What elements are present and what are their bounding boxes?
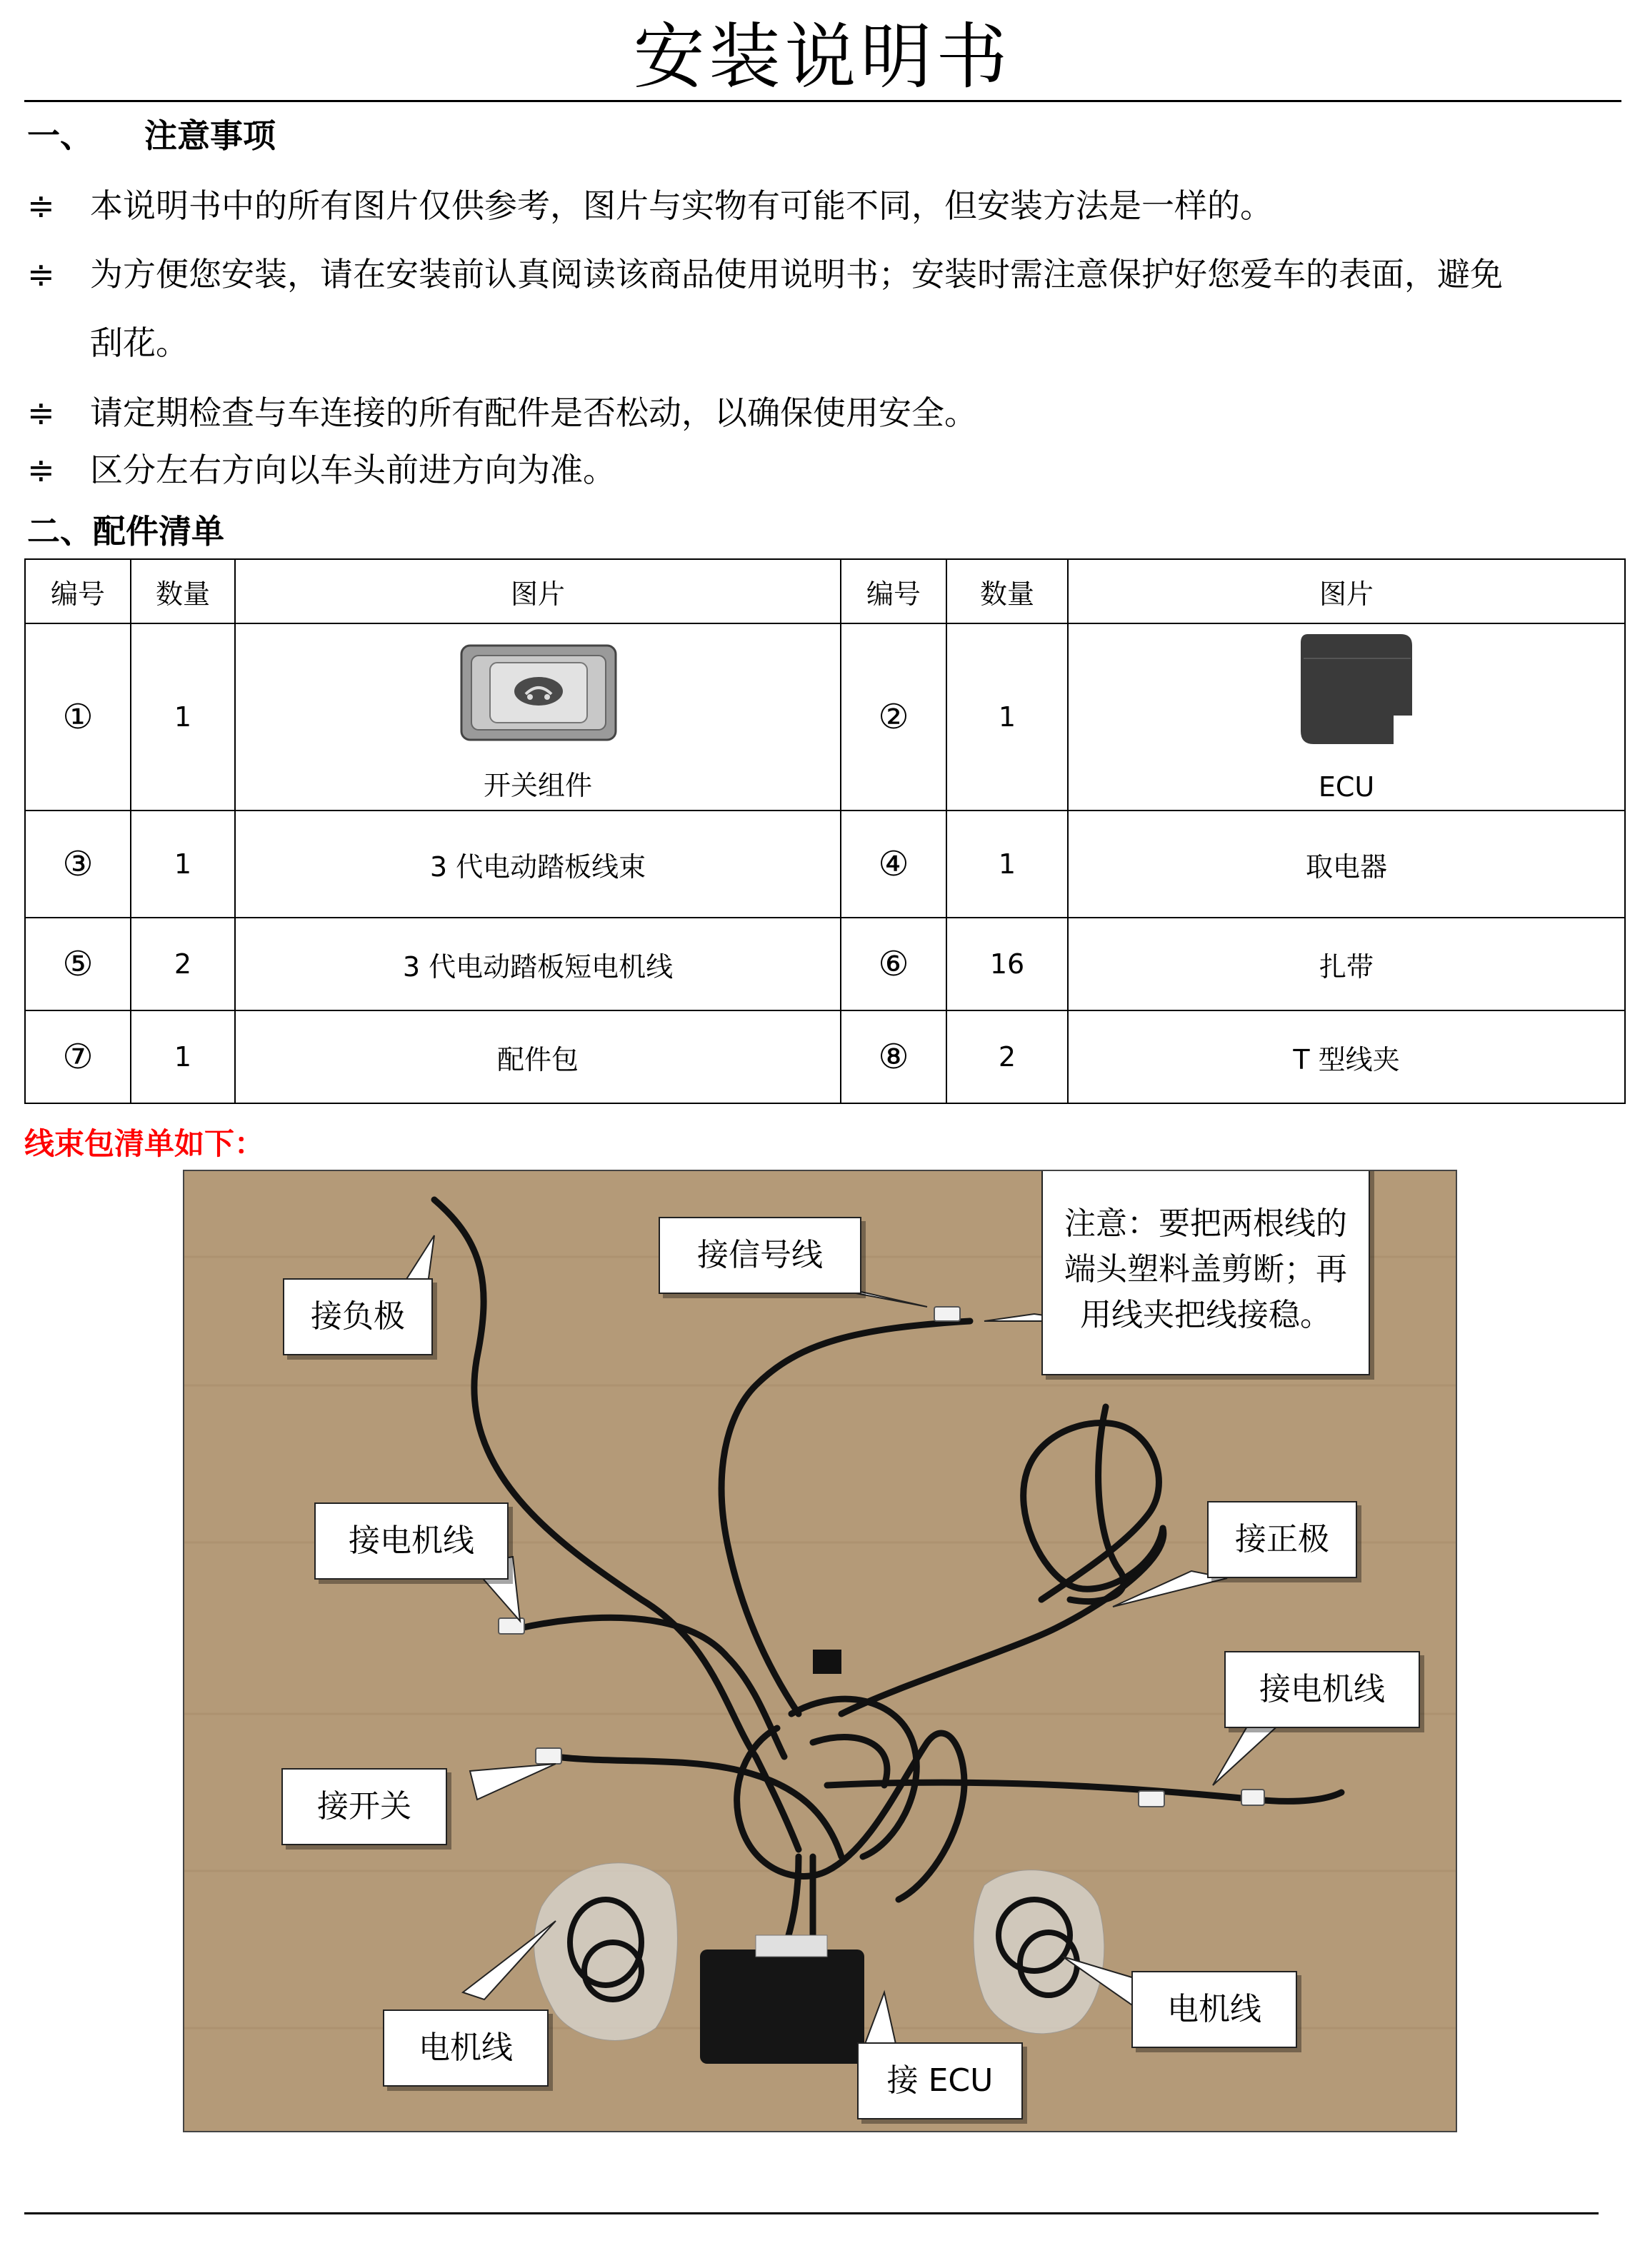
callout-motor-bag-right: 电机线 [1131,1971,1297,2048]
table-header-row [25,559,1625,623]
item-number: ⑥ [841,918,946,1010]
item-number: ④ [841,811,946,918]
item-name: 配件包 [235,1010,841,1103]
section1-heading-text: 注意事项 [144,116,276,155]
note-text: 为方便您安装，请在安装前认真阅读该商品使用说明书；安装时需注意保护好您爱车的表面，避免 [90,255,1503,293]
callout-note-line: 用线夹把线接稳。 [1080,1297,1331,1333]
document-title: 安装说明书 [633,15,1012,99]
wire-kit-heading: 线束包清单如下： [24,1126,265,1161]
item-name: 3 代电动踏板线束 [235,811,841,918]
callout-motor-bag-left: 电机线 [383,2009,549,2087]
callout-positive: 接正极 [1207,1501,1357,1578]
table-row [25,811,1625,918]
bullet-icon: ≑ [27,255,55,293]
item-number: ② [841,623,946,811]
header-number: 编号 [25,559,131,623]
section1-heading-num: 一、 [27,116,93,155]
left-bag-image [534,1863,678,2041]
table-row [25,623,1625,811]
header-quantity: 数量 [946,559,1068,623]
item-picture-caption: ECU [1318,771,1375,803]
header-number: 编号 [841,559,946,623]
item-quantity: 1 [131,1010,235,1103]
callout-switch: 接开关 [281,1768,447,1845]
table-row [25,918,1625,1010]
header-picture: 图片 [235,559,841,623]
right-bag-image [974,1870,1104,2034]
item-number: ⑧ [841,1010,946,1103]
callout-signal: 接信号线 [659,1217,861,1294]
item-quantity: 2 [131,918,235,1010]
callout-note-line: 注意：要把两根线的 [1064,1205,1347,1242]
item-name: 3 代电动踏板短电机线 [235,918,841,1010]
item-number: ⑦ [25,1010,131,1103]
bullet-icon: ≑ [27,186,55,225]
callout-ecu: 接 ECU [857,2042,1023,2119]
header-quantity: 数量 [131,559,235,623]
callout-note [1041,1170,1370,1375]
item-number: ① [25,623,131,811]
table-row [25,1010,1625,1103]
title-rule [24,100,1621,102]
item-name: T 型线夹 [1068,1010,1625,1103]
callout-motor-right: 接电机线 [1224,1651,1420,1728]
callout-motor-left: 接电机线 [314,1502,509,1580]
item-quantity: 1 [131,623,235,811]
item-quantity: 2 [946,1010,1068,1103]
wiring-harness-photo [183,1170,1457,2132]
bullet-icon: ≑ [27,393,55,432]
switch-assembly-image [460,644,617,741]
ecu-image [1294,630,1415,751]
item-quantity: 1 [946,623,1068,811]
section1-heading [27,114,276,157]
item-quantity: 1 [131,811,235,918]
item-name: 取电器 [1068,811,1625,918]
callout-note-line: 端头塑料盖剪断；再 [1064,1251,1347,1288]
note-text: 刮花。 [90,323,189,362]
item-quantity: 1 [946,811,1068,918]
note-text: 本说明书中的所有图片仅供参考，图片与实物有可能不同，但安装方法是一样的。 [90,186,1273,225]
item-quantity: 16 [946,918,1068,1010]
item-number: ⑤ [25,918,131,1010]
bullet-icon: ≑ [27,451,55,489]
parts-table [24,558,1626,1104]
callout-negative: 接负极 [283,1278,433,1355]
note-text: 请定期检查与车连接的所有配件是否松动，以确保使用安全。 [90,393,977,432]
header-picture: 图片 [1068,559,1625,623]
item-picture-cell [1068,623,1625,811]
section2-heading: 二、配件清单 [27,512,224,551]
item-picture-cell [235,623,841,811]
item-name: 扎带 [1068,918,1625,1010]
footer-rule [24,2212,1599,2214]
item-number: ③ [25,811,131,918]
item-picture-caption: 开关组件 [483,770,592,801]
note-text: 区分左右方向以车头前进方向为准。 [90,451,616,489]
